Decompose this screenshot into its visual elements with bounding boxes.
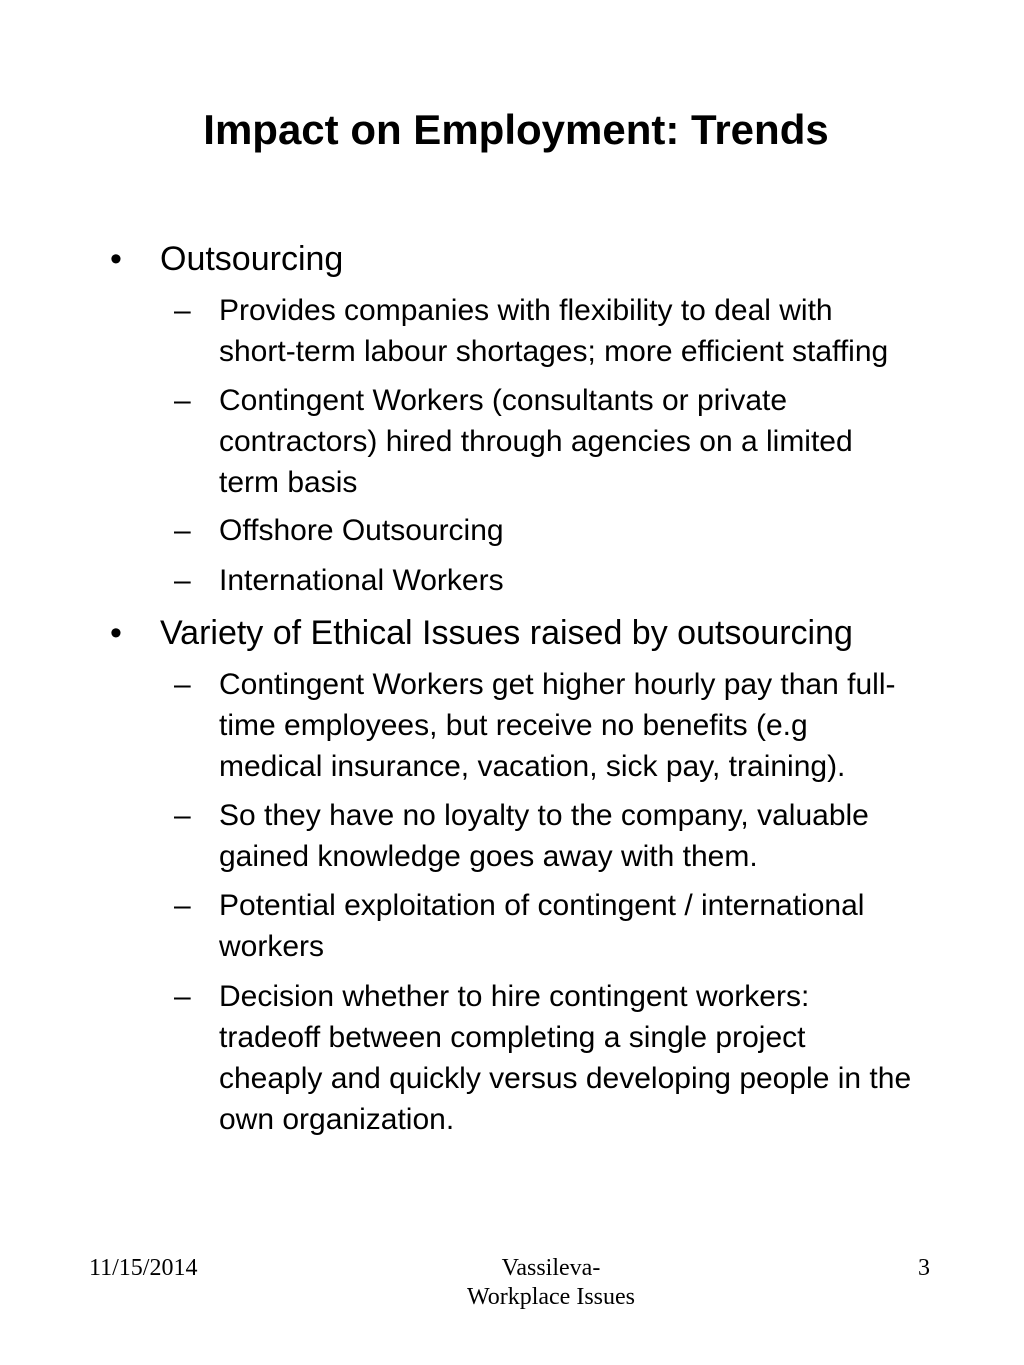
bullet-icon: •: [110, 614, 122, 652]
page-number: 3: [918, 1255, 930, 1281]
dash-icon: –: [174, 384, 191, 417]
footer-date: 11/15/2014: [89, 1255, 198, 1281]
dash-icon: –: [174, 799, 191, 832]
bullet-icon: •: [110, 240, 122, 278]
sub-bullet-text: Provides companies with flexibility to deal with short-term labour shortages; more efficient staffing: [219, 294, 889, 368]
sub-bullet-text: Potential exploitation of contingent / international workers: [219, 889, 865, 963]
dash-icon: –: [174, 889, 191, 922]
sub-bullet-text: Contingent Workers get higher hourly pay than full- time employees, but receive no benefits (e.g medical insurance, vacation, sick pay, training).: [219, 668, 896, 783]
sub-bullet-text: Offshore Outsourcing: [219, 514, 504, 547]
sub-bullet-text: Decision whether to hire contingent workers: tradeoff between completing a single project cheaply and quickly versus developing people in the own organization.: [219, 980, 912, 1136]
bullet-text: Outsourcing: [160, 240, 344, 278]
sub-bullet-text: Contingent Workers (consultants or private contractors) hired through agencies on a limited term basis: [219, 384, 853, 499]
slide-title: Impact on Employment: Trends: [203, 106, 829, 153]
bullet-text: Variety of Ethical Issues raised by outsourcing: [160, 614, 853, 652]
dash-icon: –: [174, 980, 191, 1013]
sub-bullet-text: So they have no loyalty to the company, valuable gained knowledge goes away with them.: [219, 799, 869, 873]
sub-bullet-text: International Workers: [219, 564, 504, 597]
dash-icon: –: [174, 514, 191, 547]
dash-icon: –: [174, 294, 191, 327]
dash-icon: –: [174, 564, 191, 597]
dash-icon: –: [174, 668, 191, 701]
footer-author: Vassileva- Workplace Issues: [466, 1255, 635, 1310]
